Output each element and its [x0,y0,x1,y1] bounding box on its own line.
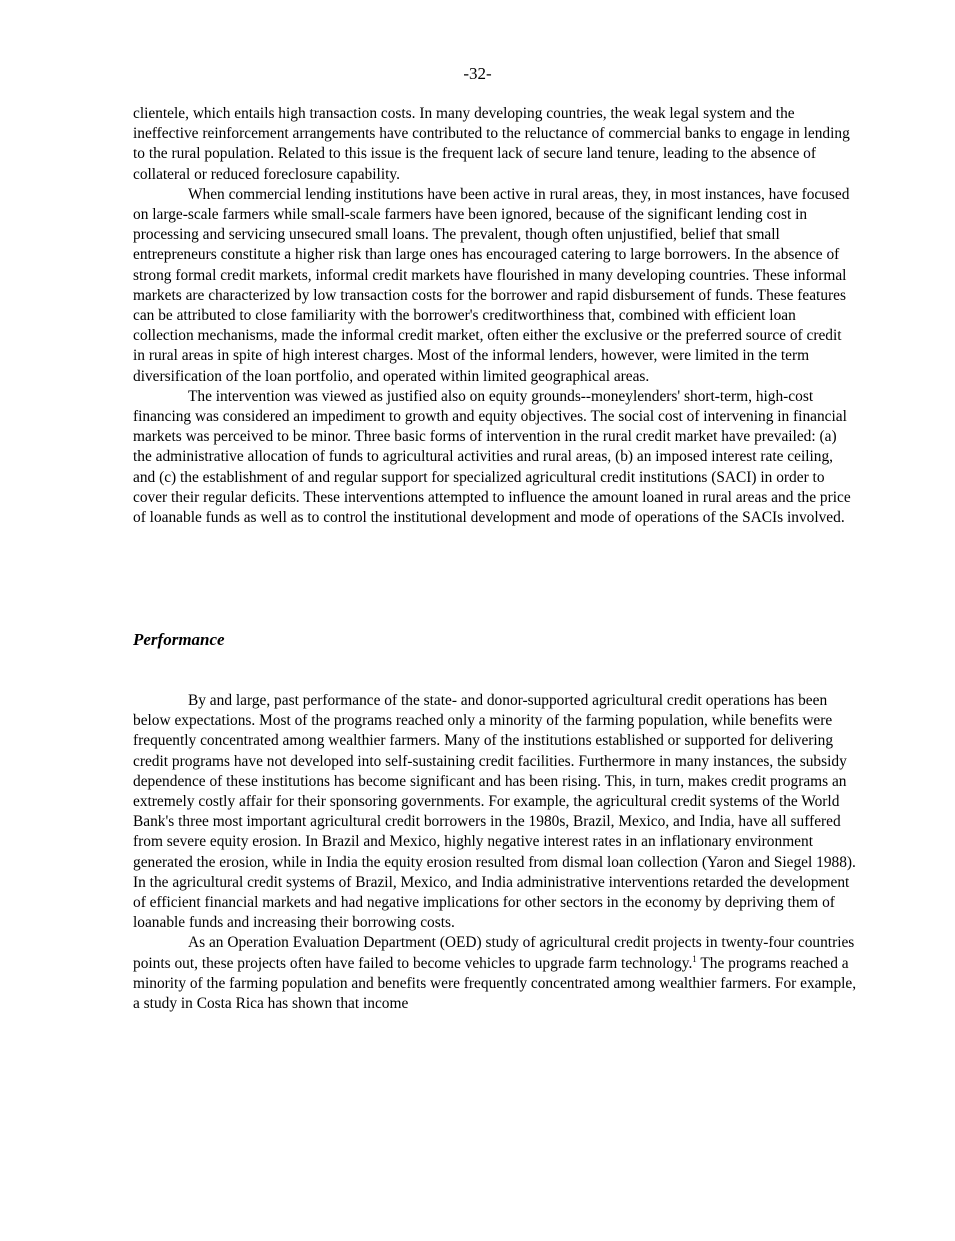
page-number: -32- [463,64,492,83]
section-heading-performance: Performance [133,630,225,649]
paragraph: When commercial lending institutions have been active in rural areas, they, in most instances, have focused on large-scale farmers while small-scale farmers have been ignored, because of the significant lending cost in processing and servicing unsecured small loans. The prevalent, though often unjustified, belief that small entrepreneurs constitute a higher risk than large ones has encouraged catering to large borrowers. In the absence of strong formal credit markets, informal credit markets have flourished in many developing countries. These informal markets are characterized by low transaction costs for the borrower and rapid disbursement of funds. These features can be attributed to close familiarity with the borrower's creditworthiness that, combined with efficient loan collection mechanisms, made the informal credit market, often either the exclusive or the preferred source of credit in rural areas in spite of high interest charges. Most of the informal lenders, however, were limited in the term diversification of the loan portfolio, and operated within limited geographical areas. [133,185,850,385]
paragraph [133,933,857,1014]
paragraph: The intervention was viewed as justified also on equity grounds--moneylenders' short-term, high-cost financing was considered an impediment to growth and equity objectives. The social cost of intervening in financial markets was perceived to be minor. Three basic forms of intervention in the rural credit market have prevailed: (a) the administrative allocation of funds to agricultural activities and rural areas, (b) an imposed interest rate ceiling, and (c) the establishment of and regular support for specialized agricultural credit institutions (SACI) in order to cover their regular deficits. These interventions attempted to influence the amount loaned in rural areas and the price of loanable funds as well as to control the institutional development and mode of operations of the SACIs involved. [133,387,851,527]
paragraph: By and large, past performance of the state- and donor-supported agricultural credit operations has been below expectations. Most of the programs reached only a minority of the farming population, while benefits were frequently concentrated among wealthier farmers. Many of the institutions established or supported for delivering credit programs have not developed into self-sustaining credit facilities. Furthermore in many instances, the subsidy dependence of these institutions has become significant and has been rising. This, in turn, makes credit programs an extremely costly affair for their sponsoring governments. For example, the agricultural credit systems of the World Bank's three most important agricultural credit borrowers in the 1980s, Brazil, Mexico, and India, have all suffered from severe equity erosion. In Brazil and Mexico, highly negative interest rates in an inflationary environment generated the erosion, while in India the equity erosion resulted from dismal loan collection (Yaron and Siegel 1988). In the agricultural credit systems of Brazil, Mexico, and India administrative interventions retarded the development of efficient financial markets and had negative implications for other sectors in the economy by depriving them of loanable funds and increasing their borrowing costs. [133,692,856,932]
paragraph-text: The programs reached a minority of the farming population and benefits were frequently concentrated among wealthier farmers. For example, a study in Costa Rica has shown that income [133,954,857,1013]
body-text-section-1 [133,104,857,528]
footnote-marker: 1 [692,953,697,964]
body-text-section-2 [133,691,857,1014]
paragraph-text: As an Operation Evaluation Department (OED) study of agricultural credit projects in twenty-four countries points out, these projects often have failed to become vehicles to upgrade farm technology. [133,934,855,972]
paragraph-continuation: clientele, which entails high transaction costs. In many developing countries, the weak legal system and the ineffective reinforcement arrangements have contributed to the reluctance of commercial banks to engage in lending to the rural population. Related to this issue is the frequent lack of secure land tenure, leading to the absence of collateral or reduced foreclosure capability. [133,105,850,183]
